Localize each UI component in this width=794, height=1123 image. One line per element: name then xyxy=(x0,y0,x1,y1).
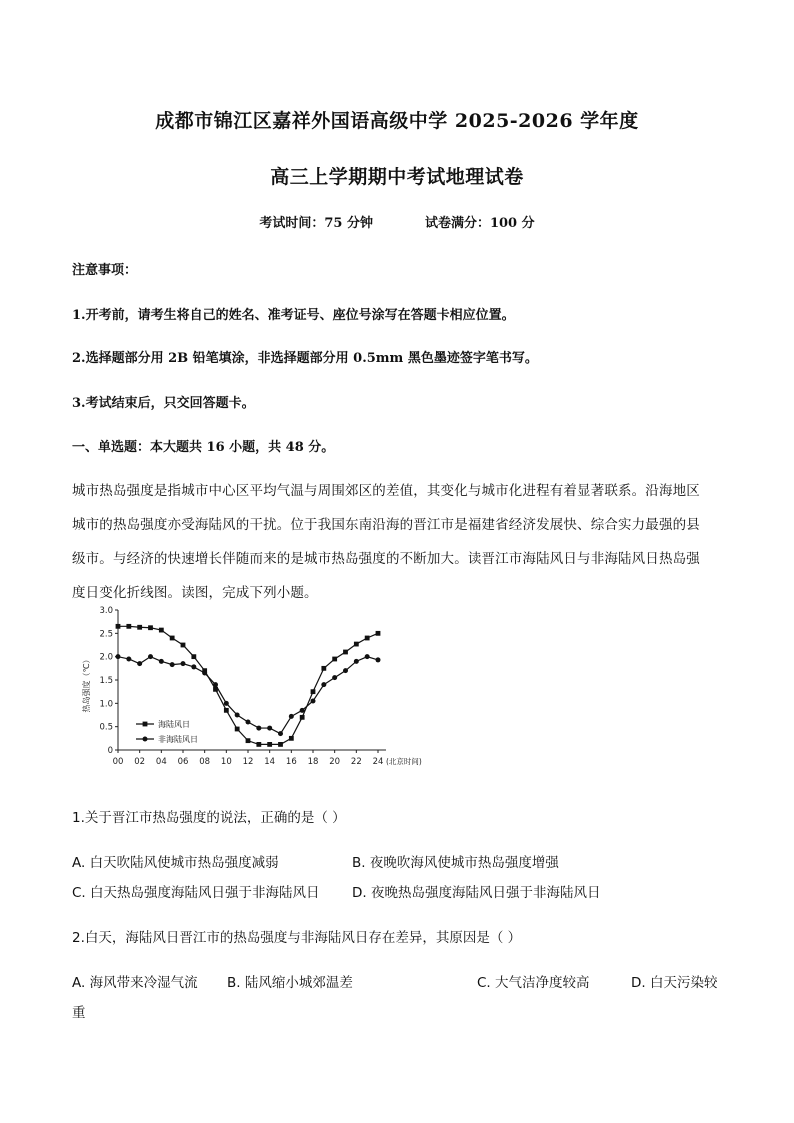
q1-option-d: D. 夜晚热岛强度海陆风日强于非海陆风日 xyxy=(352,885,601,901)
question-2-stem: 2.白天，海陆风日晋江市的热岛强度与非海陆风日存在差异，其原因是（ ） xyxy=(72,930,522,946)
q1-option-b: B. 夜晚吹海风使城市热岛强度增强 xyxy=(352,855,559,871)
data-point xyxy=(116,654,121,659)
data-point xyxy=(181,643,186,648)
data-point xyxy=(278,742,283,747)
data-point xyxy=(267,726,272,731)
x-tick-label: 14 xyxy=(264,757,276,767)
passage xyxy=(72,474,726,610)
passage-line: 级市。与经济的快速增长伴随而来的是城市热岛强度的不断加大。读晋江市海陆风日与非海陆风日热岛强 xyxy=(72,551,700,567)
note-item-1: 1.开考前，请考生将自己的姓名、准考证号、座位号涂写在答题卡相应位置。 xyxy=(72,308,515,323)
full-score: 试卷满分：100 分 xyxy=(424,216,535,231)
data-point xyxy=(126,657,131,662)
y-tick-label: 3.0 xyxy=(99,606,113,616)
data-point xyxy=(213,682,218,687)
data-point xyxy=(148,625,153,630)
x-tick-label: 04 xyxy=(155,757,167,767)
y-tick-label: 1.0 xyxy=(99,699,113,710)
passage-line: 城市热岛强度是指城市中心区平均气温与周围郊区的差值，其变化与城市化进程有着显著联系。沿海地区 xyxy=(72,483,700,499)
data-point xyxy=(365,636,370,641)
passage-line: 度日变化折线图。读图，完成下列小题。 xyxy=(72,585,318,601)
data-point xyxy=(224,708,229,713)
data-point xyxy=(365,654,370,659)
x-tick-label: 12 xyxy=(242,757,254,767)
notes-heading: 注意事项： xyxy=(72,263,138,278)
y-tick-label: 1.5 xyxy=(99,676,113,686)
x-tick-label: 08 xyxy=(199,757,211,767)
data-point xyxy=(300,715,305,720)
data-point xyxy=(191,664,196,669)
data-point xyxy=(332,675,337,680)
y-axis-label: 热岛强度（℃） xyxy=(82,655,91,713)
data-point xyxy=(191,654,196,659)
legend-label: 海陆风日 xyxy=(158,720,190,729)
data-point xyxy=(246,720,251,725)
data-point xyxy=(137,625,142,630)
series-line-1 xyxy=(118,626,378,744)
data-point xyxy=(159,659,164,664)
y-tick-label: 2.0 xyxy=(99,652,113,663)
exam-title-line2: 高三上学期期中考试地理试卷 xyxy=(270,166,524,188)
x-tick-label: 06 xyxy=(177,757,189,767)
data-point xyxy=(311,689,316,694)
exam-title-line1: 成都市锦江区嘉祥外国语高级中学 2025-2026 学年度 xyxy=(155,110,639,132)
q1-option-c: C. 白天热岛强度海陆风日强于非海陆风日 xyxy=(72,885,320,901)
x-tick-label: 16 xyxy=(285,757,297,767)
legend-marker xyxy=(143,722,148,727)
q2-option-d: D. 白天污染较 xyxy=(631,975,718,991)
y-tick-label: 0.5 xyxy=(99,722,113,733)
data-point xyxy=(267,742,272,747)
data-point xyxy=(311,699,316,704)
x-tick-label: 10 xyxy=(220,757,232,767)
data-point xyxy=(159,628,164,633)
data-point xyxy=(202,671,207,676)
q2-option-d-wrap: 重 xyxy=(72,1005,86,1021)
q2-option-b: B. 陆风缩小城郊温差 xyxy=(227,975,353,991)
exam-meta xyxy=(0,212,794,231)
heat-island-line-chart xyxy=(78,602,448,780)
data-point xyxy=(332,657,337,662)
data-point xyxy=(289,714,294,719)
data-point xyxy=(321,666,326,671)
data-point xyxy=(376,657,381,662)
data-point xyxy=(170,662,175,667)
data-point xyxy=(289,736,294,741)
x-tick-label: 22 xyxy=(350,757,362,767)
x-tick-label: 02 xyxy=(134,757,146,767)
data-point xyxy=(256,726,261,731)
y-tick-label: 0 xyxy=(107,746,113,756)
data-point xyxy=(256,742,261,747)
data-point xyxy=(354,642,359,647)
section-heading: 一、单选题：本大题共 16 小题，共 48 分。 xyxy=(72,440,335,455)
data-point xyxy=(343,668,348,673)
data-point xyxy=(148,654,153,659)
data-point xyxy=(376,631,381,636)
data-point xyxy=(343,650,348,655)
x-tick-label: 20 xyxy=(329,757,341,767)
legend-marker xyxy=(143,737,148,742)
data-point xyxy=(116,624,121,629)
note-item-3: 3.考试结束后，只交回答题卡。 xyxy=(72,396,255,411)
q2-option-a: A. 海风带来冷湿气流 xyxy=(72,975,198,991)
passage-line: 城市的热岛强度亦受海陆风的干扰。位于我国东南沿海的晋江市是福建省经济发展快、综合实力最强的县 xyxy=(72,517,700,533)
x-axis-label: (北京时间) xyxy=(386,757,422,766)
data-point xyxy=(224,701,229,706)
note-item-2: 2.选择题部分用 2B 铅笔填涂，非选择题部分用 0.5mm 黑色墨迹签字笔书写。 xyxy=(72,351,538,366)
exam-time: 考试时间：75 分钟 xyxy=(259,216,373,231)
q2-option-c: C. 大气洁净度较高 xyxy=(477,975,590,991)
data-point xyxy=(170,636,175,641)
data-point xyxy=(235,727,240,732)
data-point xyxy=(321,682,326,687)
data-point xyxy=(137,661,142,666)
x-tick-label: 00 xyxy=(112,757,124,767)
data-point xyxy=(246,738,251,743)
legend-label: 非海陆风日 xyxy=(158,735,198,744)
x-tick-label: 24 xyxy=(372,757,384,767)
x-tick-label: 18 xyxy=(307,757,319,767)
data-point xyxy=(126,624,131,629)
data-point xyxy=(354,659,359,664)
question-1-stem: 1.关于晋江市热岛强度的说法，正确的是（ ） xyxy=(72,810,346,826)
y-tick-label: 2.5 xyxy=(99,629,113,640)
data-point xyxy=(300,708,305,713)
q1-option-a: A. 白天吹陆风使城市热岛强度减弱 xyxy=(72,855,279,871)
data-point xyxy=(235,713,240,718)
data-point xyxy=(278,731,283,736)
data-point xyxy=(181,661,186,666)
